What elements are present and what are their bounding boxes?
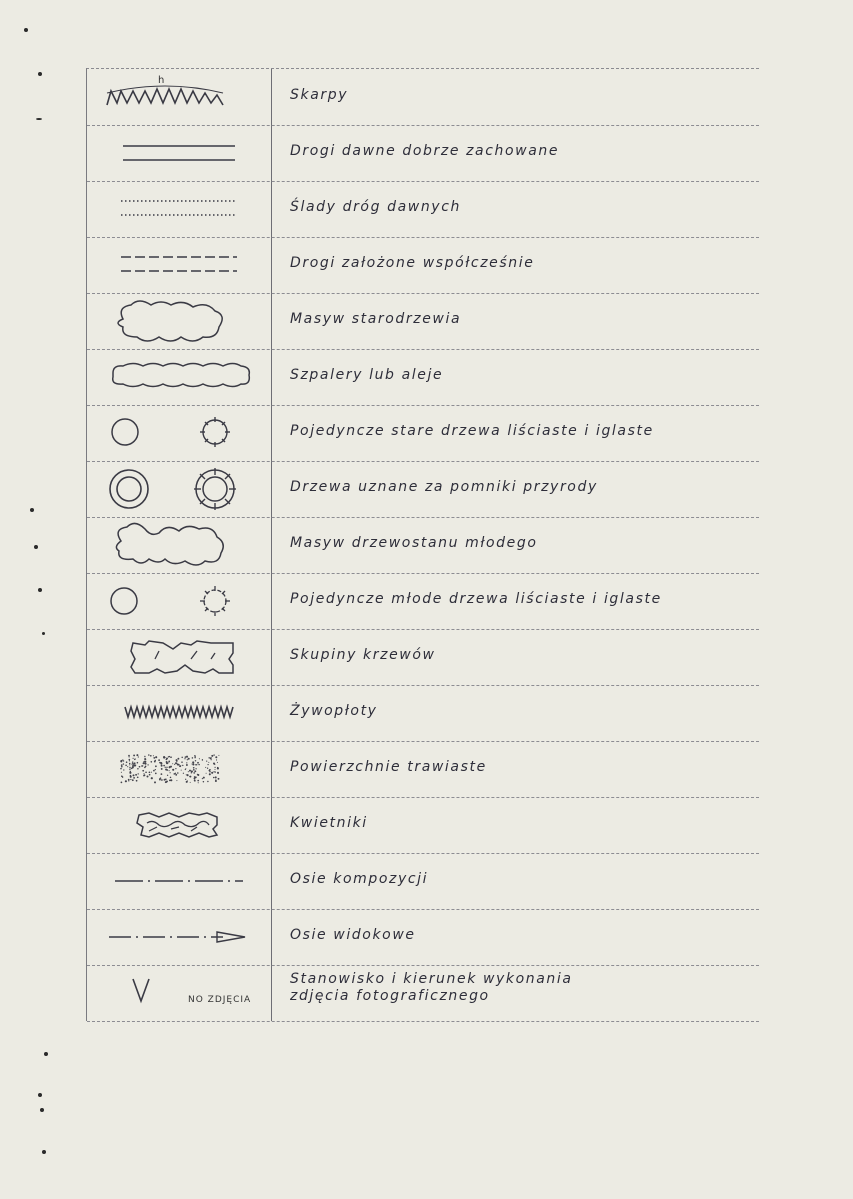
legend-label-line: zdjęcia fotograficznego [290,988,490,1004]
legend-label: Osie kompozycji [290,871,429,887]
legend-row [87,629,759,686]
composition-axis-symbol [87,853,271,909]
binder-hole [30,508,34,512]
modern-road-symbol [87,237,271,293]
legend-row [87,349,759,406]
photo-note: NO ZDJĘCIA [188,995,252,1005]
scarp-symbol [87,69,271,125]
legend-label: Powierzchnie trawiaste [290,759,487,775]
legend-label: Masyw starodrzewia [290,311,462,327]
binder-hole [38,1093,42,1097]
legend-label: Skarpy [290,87,349,103]
single-old-tree-symbol [87,405,271,461]
view-axis-symbol [87,909,271,965]
old-road-symbol [87,125,271,181]
old-tree-mass-symbol [87,293,271,349]
hedge-symbol [87,685,271,741]
legend-row [87,405,759,462]
single-young-tree-symbol [87,573,271,629]
binder-hole [34,545,38,549]
legend-row [87,965,759,1022]
legend-label: Drogi dawne dobrze zachowane [290,143,560,159]
legend-row [87,125,759,182]
legend-row [87,293,759,350]
binder-hole [44,1052,48,1056]
legend-row [87,517,759,574]
legend-row [87,909,759,966]
binder-hole [38,72,42,76]
legend-row [87,797,759,854]
legend-label: Pojedyncze młode drzewa liściaste i iglaste [290,591,662,607]
scarp-mark: h [158,75,165,86]
legend-label: Pojedyncze stare drzewa liściaste i iglaste [290,423,654,439]
legend-row [87,685,759,742]
binder-hole [36,118,42,120]
legend-label: Ślady dróg dawnych [290,199,461,215]
legend-label: Żywopłoty [290,703,378,719]
legend-table [86,68,759,1021]
binder-hole [42,632,45,635]
legend-label: Osie widokowe [290,927,416,943]
legend-row [87,573,759,630]
legend-label: Masyw drzewostanu młodego [290,535,538,551]
photo-station-symbol [87,965,271,1021]
legend-label: Skupiny krzewów [290,647,436,663]
legend-label: Drogi założone współcześnie [290,255,535,271]
legend-label [290,971,710,1005]
legend-row [87,741,759,798]
binder-hole [42,1150,46,1154]
legend-label-line: Stanowisko i kierunek wykonania [290,971,573,987]
flowerbed-symbol [87,797,271,853]
legend-label: Szpalery lub aleje [290,367,444,383]
binder-hole [40,1108,44,1112]
legend-label: Drzewa uznane za pomniki przyrody [290,479,598,495]
legend-row [87,69,759,126]
grass-area-symbol [87,741,271,797]
shrub-group-symbol [87,629,271,685]
binder-hole [24,28,28,32]
tree-row-symbol [87,349,271,405]
legend-label: Kwietniki [290,815,368,831]
binder-hole [38,588,42,592]
legend-row [87,237,759,294]
nature-monument-symbol [87,461,271,517]
young-tree-mass-symbol [87,517,271,573]
road-trace-symbol [87,181,271,237]
legend-row [87,181,759,238]
legend-row [87,853,759,910]
legend-row [87,461,759,518]
